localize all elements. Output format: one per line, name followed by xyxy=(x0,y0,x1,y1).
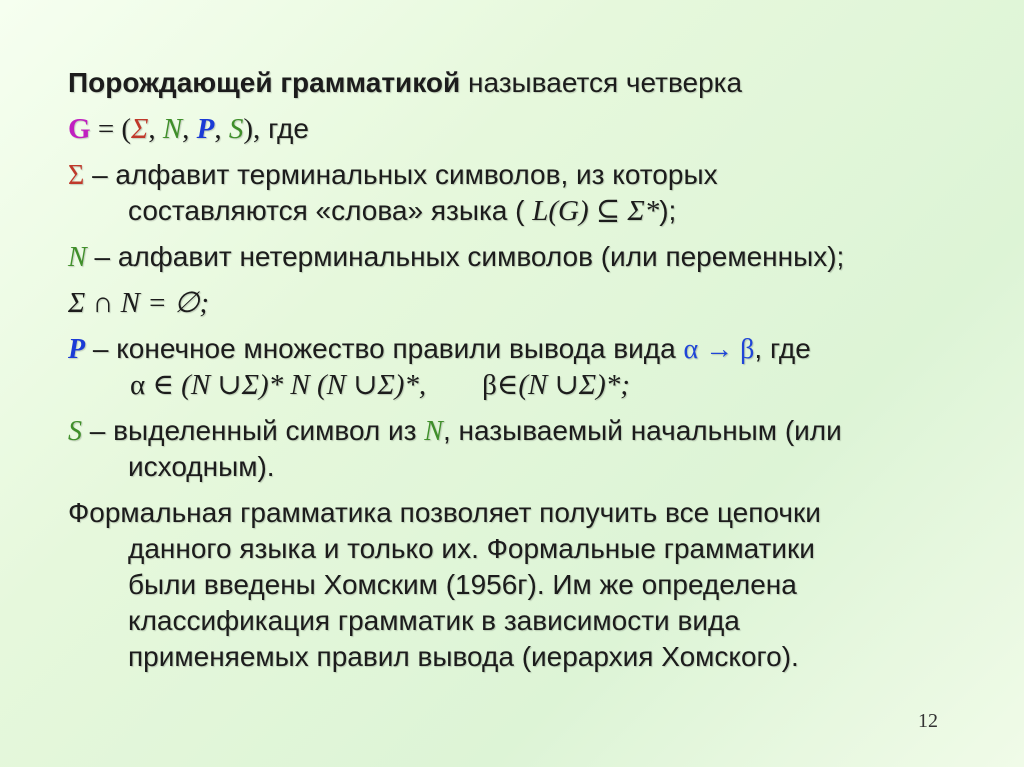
symbol-beta: β xyxy=(482,369,497,401)
sigma-def-line xyxy=(68,158,718,193)
where-word: , где xyxy=(754,333,811,364)
P-def-line xyxy=(68,332,811,367)
formal-grammar-text: данного языка и только их. Формальные грамматики xyxy=(128,533,815,564)
symbol-N: N xyxy=(424,416,443,447)
formal-grammar-line-3 xyxy=(128,568,797,602)
quadruple-line xyxy=(68,112,309,146)
symbol-sigma: Σ xyxy=(68,160,85,191)
symbol-N: N xyxy=(162,113,183,145)
formal-grammar-line-5 xyxy=(128,640,799,674)
term-generative-grammar: Порождающей грамматикой xyxy=(68,67,461,98)
symbol-P: P xyxy=(196,113,215,145)
symbol-beta: β xyxy=(740,334,755,365)
formal-grammar-text: Формальная грамматика позволяет получить все цепочки xyxy=(68,497,821,528)
formal-grammar-text: были введены Хомским (1956г). Им же определена xyxy=(128,569,797,600)
symbol-alpha: α xyxy=(683,334,699,365)
formal-grammar-line-4 xyxy=(128,604,740,638)
comma: , xyxy=(182,113,197,145)
S-def-text: – выделенный символ из xyxy=(82,415,425,446)
definition-line xyxy=(68,66,742,100)
symbol-S: S xyxy=(228,113,244,145)
symbol-S: S xyxy=(68,416,82,447)
sigma-def-continuation xyxy=(128,194,676,228)
intersection-line xyxy=(68,286,209,320)
S-def-line xyxy=(68,414,842,449)
formal-grammar-line xyxy=(68,496,821,530)
intersection-formula: Σ ∩ N = ∅; xyxy=(68,287,210,319)
S-def-continuation-text: исходным). xyxy=(128,451,275,482)
definition-rest: называется четверка xyxy=(460,67,743,98)
comma: , xyxy=(148,113,163,145)
alpha-formula: ∈ (N ∪Σ)* N (N ∪Σ)*, xyxy=(145,369,427,401)
beta-formula: ∈(N ∪Σ)*; xyxy=(496,369,630,401)
formal-grammar-text: классификация грамматик в зависимости вида xyxy=(128,605,740,636)
symbol-P: P xyxy=(68,334,86,365)
symbol-sigma: Σ xyxy=(131,113,149,145)
N-def-text: – алфавит нетерминальных символов (или переменных); xyxy=(86,241,845,272)
page-number: 12 xyxy=(918,710,938,732)
rule-form-line xyxy=(130,368,630,402)
P-def-text: – конечное множество правили вывода вида xyxy=(85,333,684,364)
symbol-G: G xyxy=(68,113,91,145)
symbol-alpha: α xyxy=(130,369,146,401)
formal-grammar-text: применяемых правил вывода (иерархия Хомского). xyxy=(128,641,799,672)
close-paren: ), xyxy=(243,113,261,145)
N-def-line xyxy=(68,240,844,275)
equals-paren: = ( xyxy=(90,113,132,145)
comma: , xyxy=(214,113,229,145)
sigma-def-text: – алфавит терминальных символов, из которых xyxy=(84,159,718,190)
arrow-symbol: → xyxy=(698,334,741,365)
line-end: ); xyxy=(659,195,677,226)
S-def-text-rest: , называемый начальным (или xyxy=(442,415,842,446)
language-formula: L(G) ⊆ Σ* xyxy=(532,195,660,227)
symbol-N: N xyxy=(68,242,87,273)
S-def-continuation xyxy=(128,450,275,484)
formal-grammar-line-2 xyxy=(128,532,815,566)
words-text: составляются «слова» языка ( xyxy=(128,195,533,226)
where-word: где xyxy=(260,113,309,144)
